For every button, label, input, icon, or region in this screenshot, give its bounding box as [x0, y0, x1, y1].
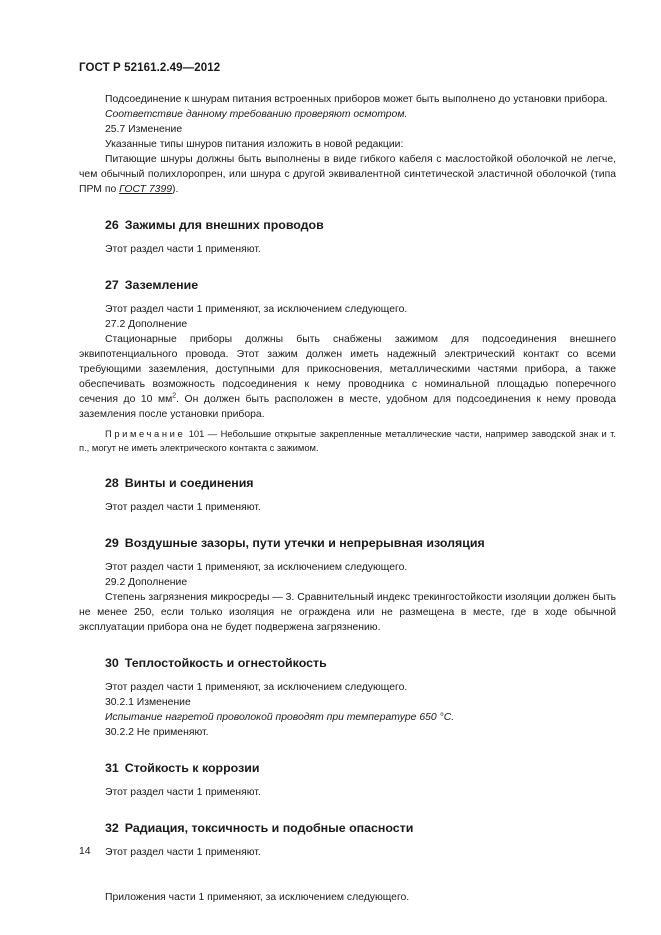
section-30-paragraph-1: Этот раздел части 1 применяют, за исключением следующего.: [105, 682, 408, 693]
section-27-superscript: 2: [172, 392, 177, 400]
section-31-number: 31: [105, 761, 119, 775]
annex-paragraph: Приложения части 1 применяют, за исключением следующего.: [105, 892, 410, 903]
section-31-heading: [79, 760, 616, 776]
section-27-number: 27: [105, 278, 119, 292]
section-28-number: 28: [105, 476, 119, 490]
intro-paragraph-5: [79, 152, 616, 197]
section-32-paragraph-1: Этот раздел части 1 применяют.: [105, 847, 261, 858]
section-30-paragraph-2: 30.2.1 Изменение: [105, 697, 191, 708]
section-28-paragraph-1: Этот раздел части 1 применяют.: [105, 502, 261, 513]
section-31-title: Стойкость к коррозии: [124, 761, 260, 775]
intro-paragraph-4: Указанные типы шнуров питания изложить в новой редакции:: [105, 139, 404, 150]
section-27-paragraph-1: Этот раздел части 1 применяют, за исключением следующего.: [105, 304, 408, 315]
section-27-paragraph-3: [79, 332, 616, 422]
section-27-title: Заземление: [124, 278, 199, 292]
intro-paragraph-3: 25.7 Изменение: [105, 124, 183, 135]
section-27-note: [79, 427, 616, 455]
section-31-paragraph-1: Этот раздел части 1 применяют.: [105, 787, 261, 798]
section-28-title: Винты и соединения: [124, 476, 254, 490]
section-29-paragraph-2: 29.2 Дополнение: [105, 577, 188, 588]
section-26-heading: [79, 217, 616, 233]
section-30-number: 30: [105, 656, 119, 670]
section-30-paragraph-3: Испытание нагретой проволокой проводят при температуре 650 °С.: [105, 712, 455, 723]
section-26-number: 26: [105, 218, 119, 232]
intro-paragraph-1: Подсоединение к шнурам питания встроенных приборов может быть выполнено до установки прибора.: [105, 94, 608, 105]
section-30-paragraph-4: 30.2.2 Не применяют.: [105, 727, 209, 738]
page-number: 14: [79, 846, 91, 857]
section-26-paragraph-1: Этот раздел части 1 применяют.: [105, 244, 261, 255]
note-text: 101 — Небольшие открытые закрепленные металлические части, например заводской знак и т. п., могут не иметь электрического контакта с зажимом.: [79, 428, 616, 453]
section-29-paragraph-1: Этот раздел части 1 применяют, за исключением следующего.: [105, 562, 408, 573]
section-27-heading: [79, 277, 616, 293]
intro-paragraph-5-text-b: ).: [172, 184, 179, 195]
section-30-heading: [79, 655, 616, 671]
intro-paragraph-5-text-a: Питающие шнуры должны быть выполнены в виде гибкого кабеля с маслостойкой оболочкой не легче, чем обычный полихлоропрен, или шнура с другой эквивалентной синтетической эластичной оболочкой (типа ПРМ по: [79, 154, 616, 195]
section-29-heading: [79, 535, 616, 551]
note-label: Примечание: [105, 428, 186, 439]
section-29-title: Воздушные зазоры, пути утечки и непрерывная изоляция: [124, 536, 485, 550]
intro-paragraph-2: Соответствие данному требованию проверяют осмотром.: [105, 109, 408, 120]
section-27-paragraph-2: 27.2 Дополнение: [105, 319, 188, 330]
section-29-number: 29: [105, 536, 119, 550]
section-32-number: 32: [105, 821, 119, 835]
section-27-paragraph-3-text-b: . Он должен быть расположен в месте, удобном для подсоединения к нему провода заземления после установки прибора.: [79, 394, 616, 420]
section-30-title: Теплостойкость и огнестойкость: [124, 656, 327, 670]
section-32-heading: [79, 820, 616, 836]
gost-7399-link[interactable]: ГОСТ 7399: [119, 184, 173, 195]
section-26-title: Зажимы для внешних проводов: [124, 218, 324, 232]
section-28-heading: [79, 475, 616, 491]
section-32-title: Радиация, токсичность и подобные опасности: [124, 821, 414, 835]
section-29-paragraph-3: Степень загрязнения микросреды — 3. Сравнительный индекс трекингостойкости изоляции должен быть не менее 250, если только изоляция не ограждена или не размещена в месте, где в ходе обычной эксплуатации прибора она не будет подвержена загрязнению.: [79, 592, 616, 633]
section-27-paragraph-3-text-a: Стационарные приборы должны быть снабжены зажимом для подсоединения внешнего эквипотенциального провода. Этот зажим должен иметь надежный электрический контакт со всеми требующими заземления, доступными для прикосновения, металлическими частями прибора, а также обеспечивать возможность подсоединения к нему проводника с номинальной площадью поперечного сечения до 10 мм: [79, 334, 616, 405]
document-body: [79, 92, 616, 905]
document-header: ГОСТ Р 52161.2.49—2012: [79, 62, 221, 74]
